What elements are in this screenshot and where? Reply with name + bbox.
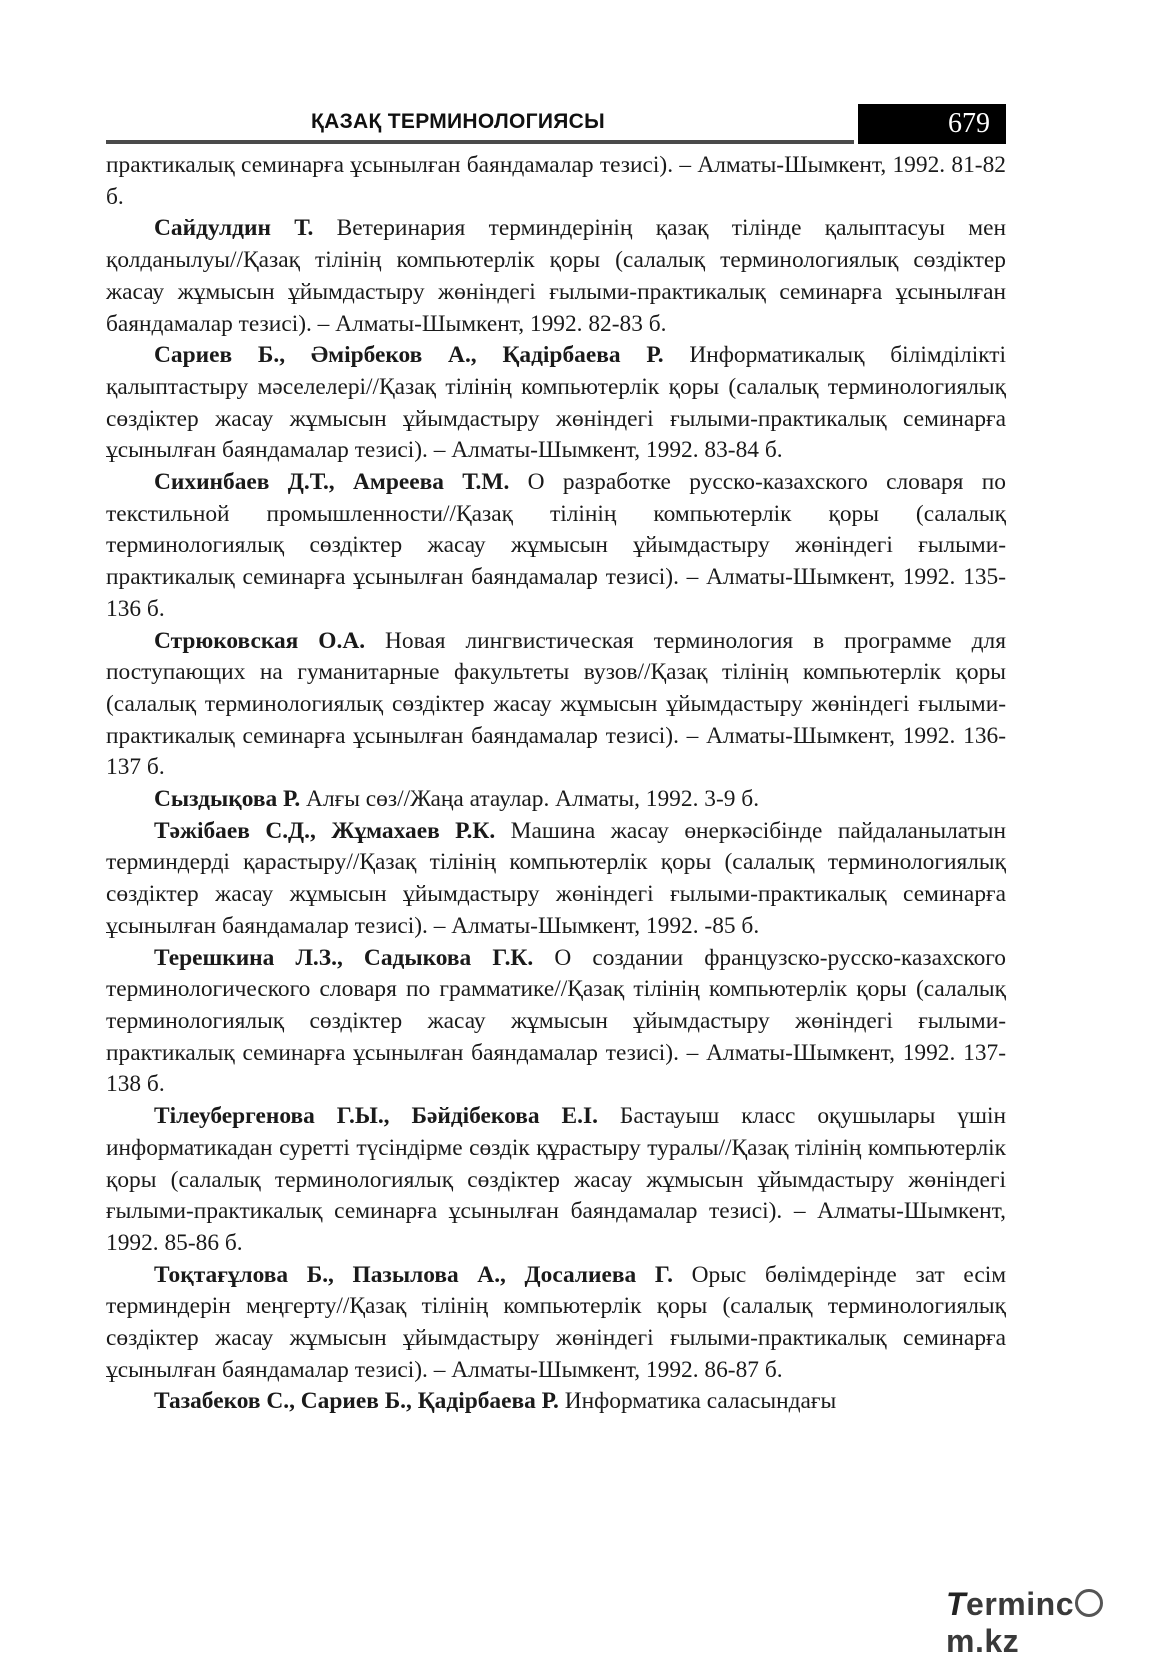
entry-text: Новая лингвистическая терминология в программе для поступающих на гуманитарные факультеты вузов//Қазақ тілінің компьютерлік қоры (салалық терминологиялық сөздіктер жасау жұмысын ұйымдастыру жөніндегі ғылыми-практикалық семинарға ұсынылған баяндамалар тезисі). – Алматы-Шымкент, 1992. 136-137 б.: [106, 627, 1006, 781]
entry-text: О создании французско-русско-казахского терминологического словаря по грамматике//Қазақ тілінің компьютерлік қоры (салалық терминологиялық сөздіктер жасау жұмысын ұйымдастыру жөніндегі ғылыми-практикалық семинарға ұсынылған баяндамалар тезисі). – Алматы-Шымкент, 1992. 137-138 б.: [106, 944, 1006, 1098]
bibliography-entry: [106, 1260, 1006, 1387]
entry-author: Сайдулдин Т.: [154, 215, 314, 242]
bibliography-entry: [106, 784, 1006, 816]
bibliography-entry: [106, 943, 1006, 1102]
entry-text: О разработке русско-казахского словаря по текстильной промышленности//Қазақ тілінің компьютерлік қоры (салалық терминологиялық сөздіктер жасау жұмысын ұйымдастыру жөніндегі ғылыми-практикалық семинарға ұсынылған баяндамалар тезисі). – Алматы-Шымкент, 1992. 135-136 б.: [106, 469, 1006, 622]
entry-author: Тәжібаев С.Д., Жұмахаев Р.К.: [154, 817, 496, 844]
entry-author: Тілеубергенова Г.Ы., Бәйдібекова Е.І.: [154, 1103, 598, 1130]
bibliography-entry: [106, 213, 1006, 340]
site-watermark: [946, 1586, 1158, 1660]
page-number: 679: [948, 108, 990, 139]
entry-text: Информатикалық білімділікті қалыптастыру мәселелері//Қазақ тілінің компьютерлік қоры (салалық терминологиялық сөздіктер жасау жұмысын ұйымдастыру жөніндегі ғылыми-практикалық семинарға ұсынылған баяндамалар тезисі). – Алматы-Шымкент, 1992. 83-84 б.: [106, 342, 1006, 464]
continuation-paragraph: практикалық семинарға ұсынылған баяндамалар тезисі). – Алматы-Шымкент, 1992. 81-82 б.: [106, 152, 1006, 210]
bibliography-text: [106, 150, 1006, 1418]
bibliography-entry: [106, 1101, 1006, 1260]
watermark-text-part: erminc: [966, 1586, 1074, 1622]
entry-text: Орыс бөлімдерінде зат есім терминдерін меңгерту//Қазақ тілінің компьютерлік қоры (салалық терминологиялық сөздіктер жасау жұмысын ұйымдастыру жөніндегі ғылыми-практикалық семинарға ұсынылған баяндамалар тезисі). – Алматы-Шымкент, 1992. 86-87 б.: [106, 1261, 1006, 1383]
entry-text: Информатика саласындағы: [558, 1388, 837, 1415]
entry-author: Стрюковская О.А.: [154, 627, 366, 654]
header-rule: [106, 140, 854, 144]
running-header-title: ҚАЗАҚ ТЕРМИНОЛОГИЯСЫ: [311, 110, 605, 133]
bibliography-entry: [106, 340, 1006, 467]
entry-text: Ветеринария терминдерінің қазақ тілінде қалыптасуы мен қолданылуы//Қазақ тілінің компьютерлік қоры (салалық терминологиялық сөздіктер жасау жұмысын ұйымдастыру жөніндегі ғылыми-практикалық семинарға ұсынылған баяндамалар тезисі). – Алматы-Шымкент, 1992. 82-83 б.: [106, 215, 1006, 337]
entry-text: Бастауыш класс оқушылары үшін информатикадан суретті түсіндірме сөздік құрастыру туралы//Қазақ тілінің компьютерлік қоры (салалық терминологиялық сөздіктер жасау жұмысын ұйымдастыру жөніндегі ғылыми-практикалық семинарға ұсынылған баяндамалар тезисі). – Алматы-Шымкент, 1992. 85-86 б.: [106, 1103, 1007, 1256]
running-header: [106, 104, 1006, 146]
entry-author: Тазабеков С., Сариев Б., Қадірбаева Р.: [154, 1388, 559, 1415]
bibliography-entry: [106, 626, 1006, 785]
page-number-box: [858, 104, 1006, 144]
entry-text: Алғы сөз//Жаңа атаулар. Алматы, 1992. 3-9 б.: [300, 786, 760, 813]
entry-author: Терешкина Л.З., Садыкова Г.К.: [154, 944, 534, 971]
watermark-domain: m.kz: [946, 1623, 1020, 1659]
bibliography-entry: [106, 1386, 1006, 1418]
entry-author: Сихинбаев Д.Т., Амреева Т.М.: [154, 469, 510, 496]
entry-text: Машина жасау өнеркәсібінде пайдаланылатын терминдерді қарастыру//Қазақ тілінің компьютерлік қоры (салалық терминологиялық сөздіктер жасау жұмысын ұйымдастыру жөніндегі ғылыми-практикалық семинарға ұсынылған баяндамалар тезисі). – Алматы-Шымкент, 1992. -85 б.: [106, 817, 1007, 939]
entry-author: Сариев Б., Әмірбеков А., Қадірбаева Р.: [154, 342, 664, 369]
watermark-initial: T: [946, 1586, 967, 1622]
bibliography-entry: [106, 467, 1006, 626]
watermark-ring-icon: [1075, 1589, 1103, 1617]
bibliography-entry: [106, 816, 1006, 943]
entry-author: Тоқтағұлова Б., Пазылова А., Досалиева Г.: [154, 1261, 673, 1288]
entry-author: Сыздықова Р.: [154, 786, 301, 813]
